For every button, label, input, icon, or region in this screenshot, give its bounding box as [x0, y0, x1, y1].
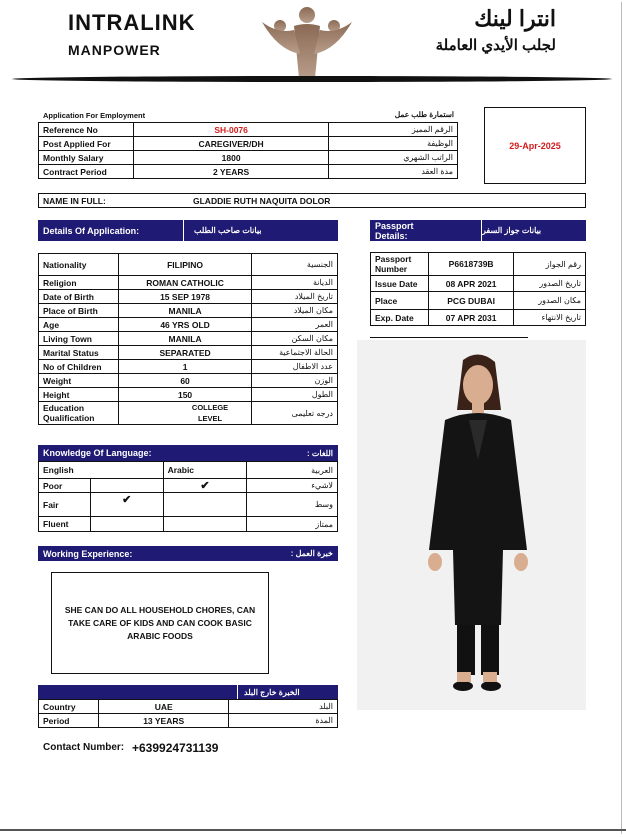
passport-title-en: [375, 221, 414, 241]
table-row: [39, 700, 338, 714]
table-row: [39, 462, 338, 479]
application-date: 29-Apr-2025: [484, 107, 586, 184]
reference-label: Reference No: [39, 123, 134, 137]
details-header: [38, 220, 338, 241]
weight-value: 60: [118, 374, 251, 388]
weight-label: Weight: [39, 374, 119, 388]
nationality-value: FILIPINO: [118, 254, 251, 276]
issue-place-value: PCG DUBAI: [428, 292, 514, 310]
experience-title-ar: خبرة العمل :: [290, 549, 333, 558]
poor-english-check: [90, 479, 163, 493]
height-value: 150: [118, 388, 251, 402]
poor-label-ar: لاشيء: [247, 479, 338, 493]
table-row: [39, 123, 458, 137]
fluent-label: Fluent: [39, 517, 91, 532]
issue-date-label: Issue Date: [371, 276, 429, 292]
age-label: Age: [39, 318, 119, 332]
issue-place-label-ar: مكان الصدور: [514, 292, 586, 310]
brand-name-ar: انترا لينك: [474, 6, 556, 31]
age-label-ar: العمر: [252, 318, 338, 332]
table-row: [39, 151, 458, 165]
table-row: [39, 137, 458, 151]
reference-label-ar: الرقم المميز: [329, 123, 458, 137]
details-table: [38, 253, 338, 425]
fair-english-check: ✔: [90, 493, 163, 517]
language-table: [38, 461, 338, 532]
experience-description: SHE CAN DO ALL HOUSEHOLD CHORES, CAN TAKE CARE OF KIDS AND CAN COOK BASIC ARABIC FOODS: [51, 572, 269, 674]
table-row: [39, 276, 338, 290]
fair-arabic-check: [163, 493, 247, 517]
poor-arabic-check: ✔: [163, 479, 247, 493]
header-divider: [12, 76, 612, 82]
country-label-ar: البلد: [229, 700, 338, 714]
expiry-label-ar: تاريخ الانتهاء: [514, 310, 586, 326]
table-row: [371, 253, 586, 276]
passport-table: [370, 252, 586, 326]
dob-value: 15 SEP 1978: [118, 290, 251, 304]
table-row: [39, 388, 338, 402]
full-name-value: GLADDIE RUTH NAQUITA DOLOR: [193, 196, 331, 206]
children-label: No of Children: [39, 360, 119, 374]
fluent-english-check: [90, 517, 163, 532]
weight-label-ar: الوزن: [252, 374, 338, 388]
passport-divider: [370, 337, 528, 338]
dob-label-ar: تاريخ الميلاد: [252, 290, 338, 304]
living-town-value: MANILA: [118, 332, 251, 346]
application-title-ar: استمارة طلب عمل: [394, 110, 454, 119]
table-row: [39, 165, 458, 179]
table-row: [371, 292, 586, 310]
education-label: [39, 402, 119, 425]
table-row: [39, 346, 338, 360]
height-label: Height: [39, 388, 119, 402]
table-row: [39, 374, 338, 388]
table-row: [39, 304, 338, 318]
passport-title-en-line2: Details:: [375, 230, 408, 241]
poor-label: Poor: [39, 479, 91, 493]
expiry-value: 07 APR 2031: [428, 310, 514, 326]
issue-date-value: 08 APR 2021: [428, 276, 514, 292]
details-title-ar: بيانات صاحب الطلب: [183, 220, 333, 241]
post-value: CAREGIVER/DH: [133, 137, 328, 151]
arabic-column-header: Arabic: [163, 462, 247, 479]
applicant-figure-icon: [357, 340, 586, 710]
religion-label: Religion: [39, 276, 119, 290]
nationality-label-ar: الجنسية: [252, 254, 338, 276]
salary-label: Monthly Salary: [39, 151, 134, 165]
passport-title-en-line1: Passport: [375, 220, 414, 231]
living-town-label: Living Town: [39, 332, 119, 346]
marital-label-ar: الحالة الاجتماعية: [252, 346, 338, 360]
fluent-arabic-check: [163, 517, 247, 532]
table-row: [371, 310, 586, 326]
language-header: [38, 445, 338, 461]
table-row: [39, 332, 338, 346]
table-row: [39, 360, 338, 374]
education-value: [118, 402, 251, 425]
pob-value: MANILA: [118, 304, 251, 318]
marital-label: Marital Status: [39, 346, 119, 360]
brand-name-en: INTRALINK: [68, 10, 196, 35]
passport-title-ar: بيانات جواز السفر: [481, 220, 581, 241]
period-value: 13 YEARS: [98, 714, 229, 728]
religion-label-ar: الديانة: [252, 276, 338, 290]
nationality-label: Nationality: [39, 254, 119, 276]
country-value: UAE: [98, 700, 229, 714]
fair-label-ar: وسط: [247, 493, 338, 517]
experience-title-en: Working Experience:: [43, 548, 133, 559]
brand-subtitle-ar: لجلب الأيدي العاملة: [435, 37, 556, 54]
education-label-line1: Education: [43, 403, 85, 413]
table-row: [39, 402, 338, 425]
arabic-column-header-ar: العربية: [247, 462, 338, 479]
post-label: Post Applied For: [39, 137, 134, 151]
application-title-en: Application For Employment: [43, 111, 146, 120]
abroad-title-ar: الخبرة خارج البلد: [237, 685, 333, 700]
contract-label: Contract Period: [39, 165, 134, 179]
education-value-line1: COLLEGE: [191, 403, 229, 412]
living-town-label-ar: مكان السكن: [252, 332, 338, 346]
issue-place-label: Place: [371, 292, 429, 310]
language-title-ar: اللغات :: [306, 448, 333, 458]
reference-value: SH-0076: [133, 123, 328, 137]
passport-header: [370, 220, 586, 241]
issue-date-label-ar: تاريخ الصدور: [514, 276, 586, 292]
dob-label: Date of Birth: [39, 290, 119, 304]
fluent-label-ar: ممتاز: [247, 517, 338, 532]
abroad-table: [38, 699, 338, 728]
table-row: [39, 493, 338, 517]
passport-number-value: P6618739B: [428, 253, 514, 276]
full-name-label: NAME IN FULL:: [43, 196, 106, 206]
fair-label: Fair: [39, 493, 91, 517]
contact-number: +639924731139: [132, 741, 219, 755]
brand-subtitle-en: MANPOWER: [68, 42, 161, 58]
period-label-ar: المدة: [229, 714, 338, 728]
post-label-ar: الوظيفة: [329, 137, 458, 151]
education-value-line2: LEVEL: [197, 414, 223, 423]
children-label-ar: عدد الاطفال: [252, 360, 338, 374]
salary-value: 1800: [133, 151, 328, 165]
table-row: [39, 479, 338, 493]
expiry-label: Exp. Date: [371, 310, 429, 326]
english-column-header: English: [39, 462, 164, 479]
education-label-ar: درجه تعليمى: [252, 402, 338, 425]
table-row: [371, 276, 586, 292]
experience-header: [38, 546, 338, 561]
application-table: [38, 122, 458, 179]
footer-divider: [0, 829, 626, 831]
table-row: [39, 517, 338, 532]
full-name-box: [38, 193, 586, 208]
period-label: Period: [39, 714, 99, 728]
pob-label: Place of Birth: [39, 304, 119, 318]
pob-label-ar: مكان الميلاد: [252, 304, 338, 318]
marital-value: SEPARATED: [118, 346, 251, 360]
table-row: [39, 318, 338, 332]
contact-label: Contact Number:: [43, 742, 125, 753]
passport-number-label: Passport Number: [371, 253, 429, 276]
details-title-en: Details Of Application:: [43, 225, 140, 236]
table-row: [39, 254, 338, 276]
height-label-ar: الطول: [252, 388, 338, 402]
age-value: 46 YRS OLD: [118, 318, 251, 332]
company-logo-icon: [258, 4, 356, 78]
passport-number-label-ar: رقم الجواز: [514, 253, 586, 276]
religion-value: ROMAN CATHOLIC: [118, 276, 251, 290]
country-label: Country: [39, 700, 99, 714]
children-value: 1: [118, 360, 251, 374]
table-row: [39, 290, 338, 304]
table-row: [39, 714, 338, 728]
language-title-en: Knowledge Of Language:: [43, 448, 152, 458]
abroad-header: [38, 685, 338, 700]
contract-value: 2 YEARS: [133, 165, 328, 179]
education-label-line2: Qualification: [43, 413, 95, 423]
contract-label-ar: مدة العقد: [329, 165, 458, 179]
applicant-photo: [357, 340, 586, 710]
salary-label-ar: الراتب الشهري: [329, 151, 458, 165]
